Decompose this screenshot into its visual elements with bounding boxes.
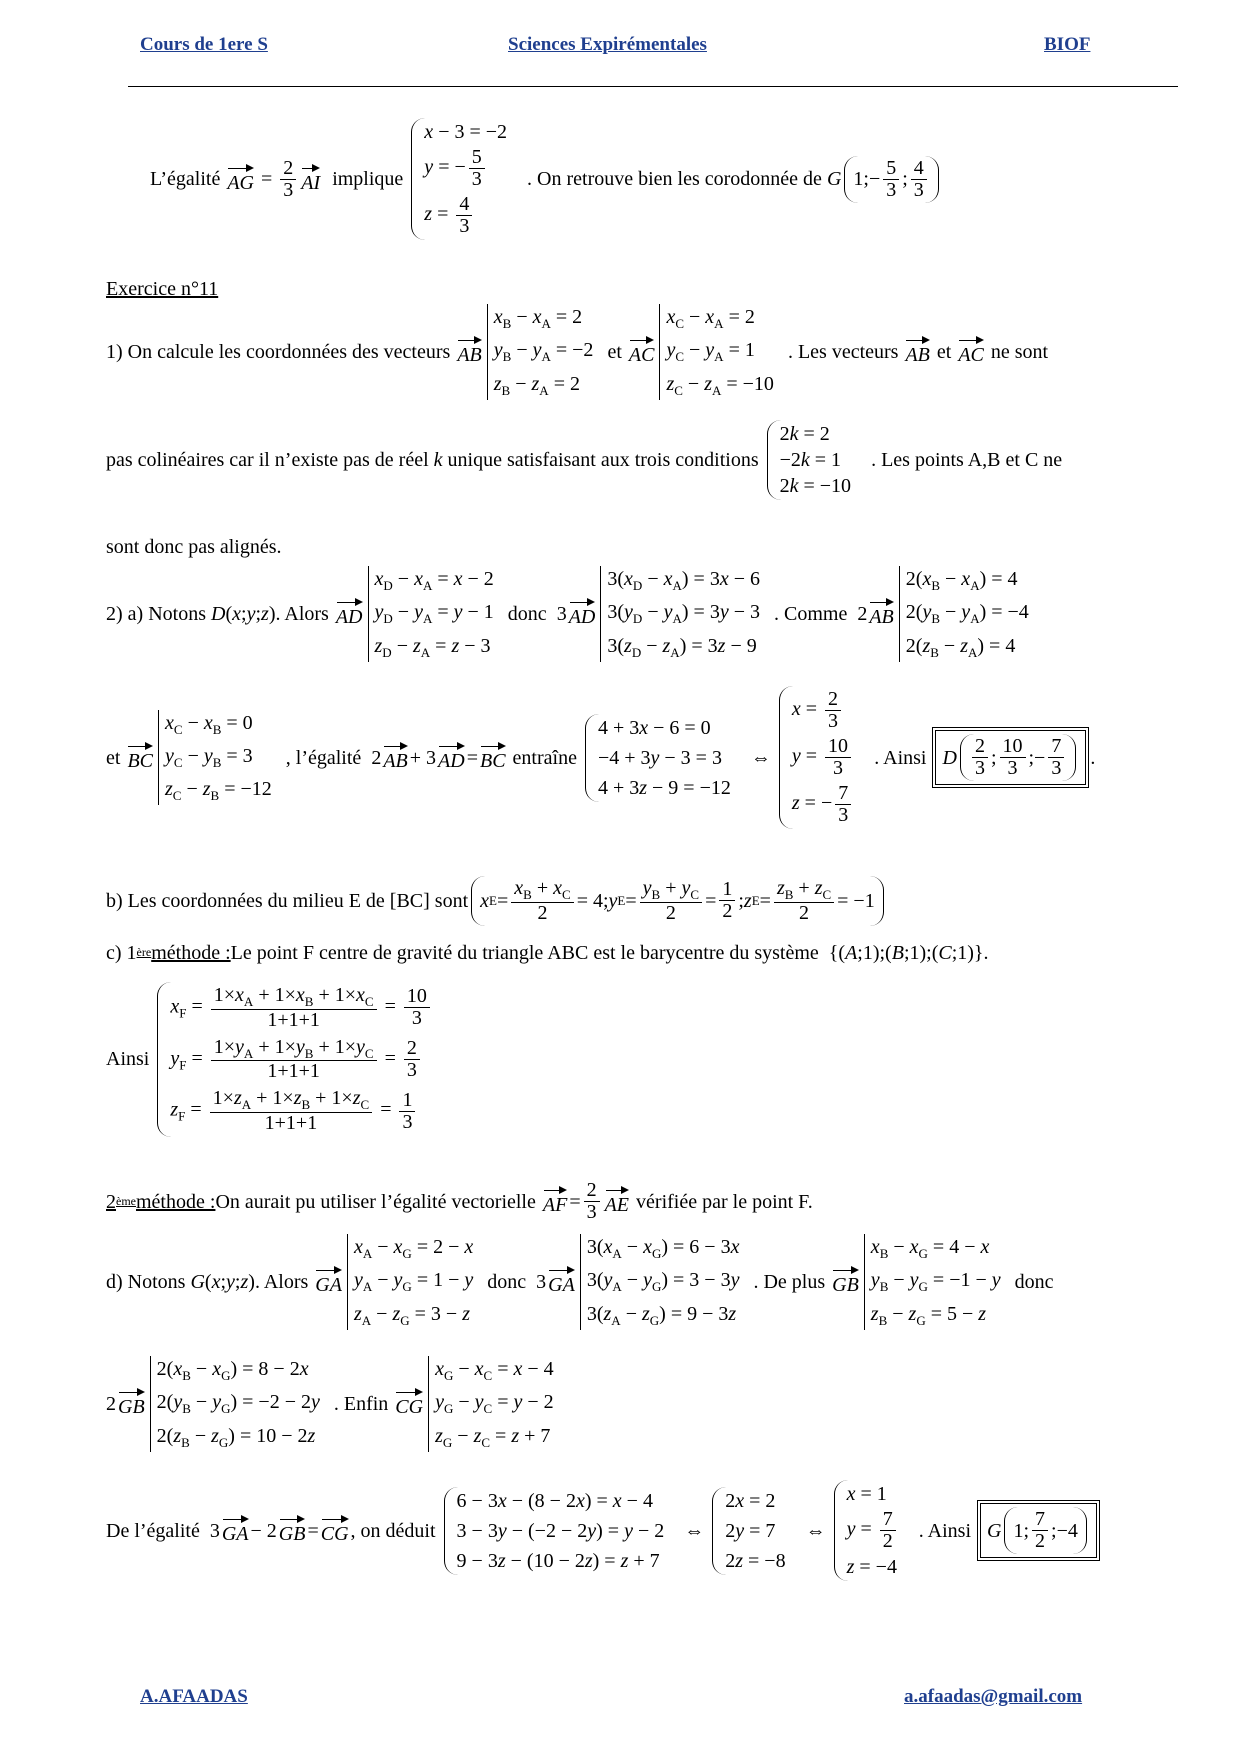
- text: . Ainsi: [918, 1519, 972, 1542]
- text: donc: [507, 602, 547, 625]
- block-q2d-2: 2 GB $2(x_B - x_G) = 8 - 2x$ $2(y_B - y_G) = -2 - 2y$ $2(z_B - z_G) = 10 - 2z$ . Enfin CG $x_G - x_C = x - 4$ $y_G - y_C = y - 2$ $z_G - z_C = z + 7$: [106, 1356, 1222, 1452]
- text: méthode :: [136, 1190, 216, 1213]
- text: et: [106, 746, 121, 769]
- text: unique satisfaisant aux trois conditions: [447, 449, 759, 471]
- text: ère: [136, 945, 152, 960]
- block-q2a-2: et BC $x_C - x_B = 0$ $y_C - y_B = 3$ $z_C - z_B = -12$ , l’égalité 2 AB + 3 AD = BC entraîne 4 + 3x − 6 = 0 −4 + 3y − 3 = 3 4 + 3z − 9 = −12 ⇔ x = $\frac{2}{3}$ y = $\frac{10}{3}$ z = − $\frac{7}{3}$ . Ainsi D $\frac{2}{3}$ ; $\frac{10}{3}$ ;− $\frac{7}{3}$ .: [106, 686, 1222, 829]
- text: . Alors: [254, 1270, 309, 1293]
- text: ne sont: [990, 340, 1049, 363]
- block-q1-line2: pas colinéaires car il n’existe pas de réel k unique satisfaisant aux trois conditions 2k = 2 −2k = 1 2k = −10 . Les points A,B et C ne: [106, 420, 1222, 500]
- text: 2: [106, 1190, 116, 1213]
- text: implique: [332, 168, 404, 190]
- header-right: BIOF: [1044, 34, 1091, 55]
- text: 1) On calcule les coordonnées des vecteurs: [106, 340, 451, 363]
- text: b) Les coordonnées du milieu E de [BC] sont: [106, 889, 469, 912]
- text: , l’égalité: [285, 746, 362, 769]
- text: vérifiée par le point F.: [636, 1190, 813, 1213]
- block-q2c: c) 1 ère méthode : Le point F centre de gravité du triangle ABC est le barycentre du système {( A ;1);( B ;1);( C ;1)}.: [106, 942, 989, 964]
- block-q2d-3: De l’égalité 3 GA − 2 GB = CG , on déduit 6 − 3x − (8 − 2x) = x − 4 3 − 3y − (−2 − 2y) = y − 2 9 − 3z − (10 − 2z) = z + 7 ⇔ 2x = 2 2y = 7 2z = −8 ⇔ x = 1 y = $\frac{7}{2}$ z = −4 . Ainsi G 1; $\frac{7}{2}$ ;−4: [106, 1480, 1222, 1581]
- text: . Ainsi: [874, 746, 927, 769]
- block-q2a: 2) a) Notons D ( x ; y ; z ) . Alors AD $x_D - x_A = x - 2$ $y_D - y_A = y - 1$ $z_D - z_A = z - 3$ donc 3 AD $3(x_D - x_A) = 3x - 6$ $3(y_D - y_A) = 3y - 3$ $3(z_D - z_A) = 3z - 9$ . Comme 2 AB $2(x_B - x_A) = 4$ $2(y_B - y_A) = -4$ $2(z_B - z_A) = 4$: [106, 566, 1222, 662]
- text: pas colinéaires car il n’existe pas de réel: [106, 449, 429, 471]
- text: L’égalité: [150, 168, 221, 190]
- block-q2d: d) Notons G ( x ; y ; z ) . Alors GA $x_A - x_G = 2 - x$ $y_A - y_G = 1 - y$ $z_A - z_G = 3 - z$ donc 3 GA $3(x_A - x_G) = 6 - 3x$ $3(y_A - y_G) = 3 - 3y$ $3(z_A - z_G) = 9 - 3z$ . De plus GB $x_B - x_G = 4 - x$ $y_B - y_G = -1 - y$ $z_B - z_G = 5 - z$ donc: [106, 1234, 1222, 1330]
- text: On aurait pu utiliser l’égalité vectorielle: [215, 1190, 536, 1213]
- text: Le point F centre de gravité du triangle ABC est le barycentre du système: [230, 942, 819, 964]
- text: donc: [487, 1270, 527, 1293]
- text: ème: [116, 1193, 136, 1208]
- text: . Alors: [275, 602, 329, 625]
- footer-email[interactable]: a.afaadas@gmail.com: [904, 1686, 1083, 1707]
- header-center: Sciences Expirémentales: [508, 34, 707, 55]
- text: . On retrouve bien les corodonnée de: [527, 168, 822, 190]
- text: De l’égalité: [106, 1519, 200, 1542]
- text: donc: [1014, 1270, 1054, 1293]
- block-q1: 1) On calcule les coordonnées des vecteurs AB $x_B - x_A = 2$ $y_B - y_A = -2$ $z_B - z_A = 2$ et AC $x_C - x_A = 2$ $y_C - y_A = 1$ $z_C - z_A = -10$ . Les vecteurs AB et AC ne sont: [106, 304, 1222, 400]
- exercise-title: Exercice n°11: [106, 278, 219, 300]
- text: , on déduit: [350, 1519, 436, 1542]
- text: et: [607, 340, 622, 363]
- text: . Comme: [774, 602, 848, 625]
- text: . Enfin: [333, 1392, 389, 1415]
- text: . De plus: [753, 1270, 826, 1293]
- footer-author: A.AFAADAS: [140, 1686, 248, 1707]
- text: 2) a) Notons: [106, 602, 206, 625]
- text: d) Notons: [106, 1270, 186, 1293]
- block-ag-ai: L’égalité AG = $\frac{2}{3}$ AI implique x − 3 = −2 y = − $\frac{5}{3}$ z = $\frac{4}{3}$ . On retrouve bien les corodonnée de G 1;− $\frac{5}{3}$ ; $\frac{4}{3}$: [150, 118, 1240, 240]
- block-q2b: b) Les coordonnées du milieu E de [BC] sont x E = $\frac{x_B + x_C}{2}$ = 4; y E = $\frac{y_B + y_C}{2}$ = $\frac{1}{2}$ ; z E = $\frac{z_B + z_C}{2}$ = −1: [106, 876, 1222, 926]
- text: Ainsi: [106, 1048, 150, 1071]
- header-left: Cours de 1ere S: [140, 34, 268, 55]
- result-d: D $\frac{2}{3}$ ; $\frac{10}{3}$ ;− $\frac{7}{3}$: [935, 730, 1086, 785]
- result-g: G 1; $\frac{7}{2}$ ;−4: [980, 1503, 1097, 1558]
- header-rule: [128, 86, 1178, 87]
- block-method2: 2 ème méthode : On aurait pu utiliser l’égalité vectorielle AF = $\frac{2}{3}$ AE vérifiée par le point F.: [106, 1179, 813, 1223]
- text: . Les points A,B et C ne: [871, 449, 1063, 471]
- text: c) 1: [106, 942, 137, 964]
- text: entraîne: [512, 746, 577, 769]
- q1-line3: sont donc pas alignés.: [106, 536, 282, 558]
- text: . Les vecteurs: [787, 340, 899, 363]
- block-q2c-sys: Ainsi $x_F$ = $\frac{1\times x_A + 1\times x_B + 1\times x_C}{1+1+1}$ = $\frac{10}{3}$ $y_F$ = $\frac{1\times y_A + 1\times y_B + 1\times y_C}{1+1+1}$ = $\frac{2}{3}$ $z_F$ = $\frac{1\times z_A + 1\times z_B + 1\times z_C}{1+1+1}$ = $\frac{1}{3}$: [106, 982, 1222, 1137]
- text: méthode :: [151, 942, 231, 964]
